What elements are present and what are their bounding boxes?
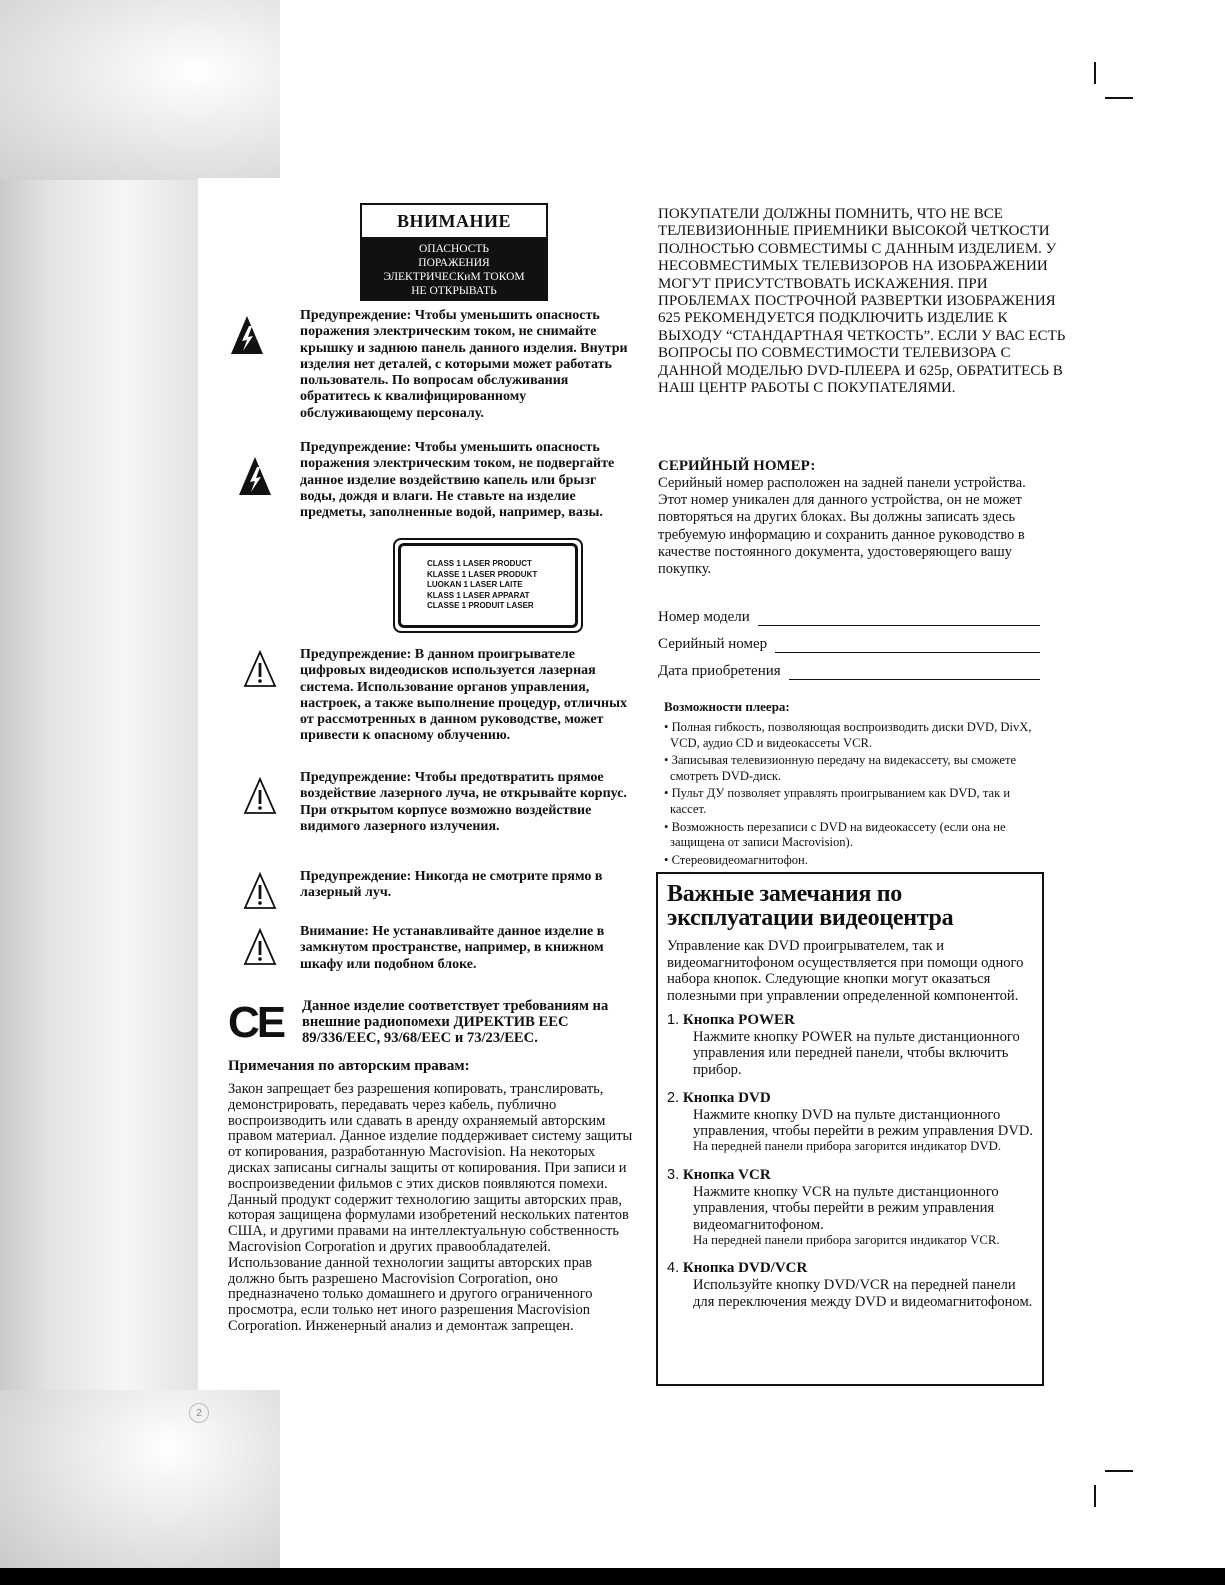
warning-text-6: Внимание: Не устанавливайте данное изделие в замкнутом пространстве, например, в книжном шкафу или подобном блоке. [300, 924, 605, 972]
serial-number-text: Серийный номер расположен на задней панели устройства. Этот номер уникален для данного устройства, он не может повторяться на других блоках. Вы должны записать здесь требуемую информацию и сохранить данное руководство в качестве постоянного документа, удостоверяющего вашу покупку. [658, 475, 1026, 578]
lightning-warning-icon [238, 456, 272, 496]
laser-label-line: CLASSE 1 PRODUIT LASER [427, 601, 534, 611]
crop-mark-bottom-vertical [1094, 1485, 1096, 1507]
warning-text-4: Предупреждение: Чтобы предотвратить прямое воздействие лазерного луча, не открывайте корпус. При открытом корпусе возможно воздействие видимого лазерного излучения. [300, 770, 627, 834]
feature-item: • Полная гибкость, позволяющая воспроизводить диски DVD, DivX, VCD, аудио CD и видеокассеты VCR. [664, 720, 1039, 751]
caution-title: ВНИМАНИЕ [396, 211, 511, 231]
crop-mark-bottom-horizontal [1105, 1470, 1133, 1472]
exclamation-warning-icon [243, 928, 277, 966]
crop-mark-top-vertical [1094, 62, 1096, 84]
operation-item-heading [667, 1012, 1034, 1029]
operation-item-number: 1. [667, 1012, 680, 1028]
operation-item-number: 4. [667, 1260, 680, 1277]
laser-label-line: CLASS 1 LASER PRODUCT [427, 559, 532, 569]
model-number-line [758, 612, 1040, 626]
operation-item-dvd-vcr [667, 1260, 1034, 1310]
purchase-date-label: Дата приобретения [658, 663, 781, 679]
features-title: Возможности плеера: [664, 699, 790, 714]
warning-text-3: Предупреждение: В данном проигрывателе цифровых видеодисков используется лазерная система. Использование органов управления, настроек, а также выполнение процедур, отличных от рассмотренных в данном руководстве, может привести к опасному облучению. [300, 647, 628, 744]
operation-item-heading [667, 1167, 1034, 1184]
feature-item: • Стереовидеомагнитофон. [664, 853, 1039, 869]
background-swoosh-top [0, 0, 280, 180]
operation-item-body: Используйте кнопку DVD/VCR на передней панели для переключения между DVD и видеомагнитофоном. [693, 1277, 1033, 1310]
copyright-title: Примечания по авторским правам: [228, 1058, 470, 1074]
operation-item-body: Нажмите кнопку VCR на пульте дистанционного управления, чтобы перейти в режим управления видеомагнитофоном. [693, 1183, 999, 1233]
background-swoosh-bottom [0, 1390, 280, 1585]
caution-body [362, 237, 546, 299]
model-number-label: Номер модели [658, 609, 750, 625]
operation-item-heading [667, 1090, 1034, 1107]
laser-label-line: KLASSE 1 LASER PRODUKT [427, 569, 538, 579]
feature-item: • Записывая телевизионную передачу на видекассету, вы сможете смотреть DVD-диск. [664, 753, 1039, 784]
warning-text-5: Предупреждение: Никогда не смотрите прямо в лазерный луч. [300, 869, 603, 901]
feature-item: • Возможность перезаписи с DVD на видеокассету (если она не защищена от записи Macrovision). [664, 820, 1039, 851]
operation-notes-box [656, 872, 1044, 1386]
warning-text-1: Предупреждение: Чтобы уменьшить опасность поражения электрическим током, не снимайте крышку и заднюю панель данного изделия. Внутри изделия нет деталей, с которыми может работать пользователь. По вопросам обслуживания обратитесь к квалифицированному обслуживающему персоналу. [300, 308, 628, 421]
warning-text-2: Предупреждение: Чтобы уменьшить опасность поражения электрическим током, не подвергайте данное изделие воздействию капель или брызг воды, дождя и влаги. Не ставьте на изделие предметы, заполненные водой, например, вазы. [300, 440, 615, 521]
feature-item: • Пульт ДУ позволяет управлять проигрыванием как DVD, так и кассет. [664, 786, 1039, 817]
purchase-date-line [789, 666, 1040, 680]
ce-compliance-text: Данное изделие соответствует требованиям на внешние радиопомехи ДИРЕКТИВ ЕЕС 89/336/EEC, 93/68/EEC и 73/23/EEC. [302, 998, 609, 1046]
copyright-text: Закон запрещает без разрешения копировать, транслировать, демонстрировать, передавать через кабель, публично воспроизводить или сдавать в аренду охраняемый авторским правом материал. Данное изделие поддерживает систему защиты от копирования, разработанную Macrovision. На некоторых дисках записаны сигналы защиты от копирования. При записи и воспроизведении фильмов с этих дисков появляются помехи. Данный продукт содержит технологию защиты авторских прав, которая защищена формулами изобретений нескольких патентов США, и другими правами на интеллектуальную собственность Macrovision Corporation и других правообладателей. Использование данной технологии защиты авторских прав должно быть разрешено Macrovision Corporation, оно предназначено только домашнего и другого ограниченного просмотра, если только нет иного разрешения Macrovision Corporation. Инженерный анализ и демонтаж запрещен. [228, 1081, 633, 1334]
laser-product-label [393, 538, 583, 633]
laser-label-inner [398, 543, 578, 628]
caution-line: НЕ ОТКРЫВАТЬ [411, 285, 497, 297]
model-number-field [658, 609, 1040, 626]
operation-item-vcr [667, 1167, 1034, 1248]
operation-item-power [667, 1012, 1034, 1078]
page-number: 2 [189, 1403, 209, 1423]
laser-label-line: KLASS 1 LASER APPARAT [427, 590, 530, 600]
purchase-date-field [658, 663, 1040, 680]
operation-item-title: Кнопка POWER [682, 1012, 795, 1028]
caution-box [360, 203, 548, 301]
caution-line: ПОРАЖЕНИЯ [418, 257, 490, 269]
caution-line: ОПАСНОСТЬ [418, 243, 490, 255]
exclamation-warning-icon [243, 650, 277, 688]
serial-number-line [775, 639, 1040, 653]
operation-item-title: Кнопка DVD [682, 1089, 771, 1106]
operation-item-number: 2. [667, 1089, 680, 1106]
bottom-strip [0, 1568, 1225, 1585]
operation-item-note: На передней панели прибора загорится индикатор VCR. [693, 1232, 1000, 1247]
lightning-warning-icon [230, 315, 264, 355]
operation-item-heading [667, 1260, 1034, 1277]
operation-notes-title: Важные замечания по эксплуатации видеоцентра [667, 881, 954, 931]
laser-label-line: LUOKAN 1 LASER LAITE [427, 580, 523, 590]
operation-item-note: На передней панели прибора загорится индикатор DVD. [693, 1139, 1002, 1154]
operation-notes-intro: Управление как DVD проигрывателем, так и видеомагнитофоном осуществляется при помощи одного набора кнопок. Следующие кнопки могут оказаться полезными при управлении определенной компонентой. [667, 938, 1024, 1004]
serial-number-title: СЕРИЙНЫЙ НОМЕР: [658, 458, 816, 474]
operation-item-dvd [667, 1090, 1034, 1155]
operation-item-title: Кнопка VCR [682, 1166, 771, 1183]
serial-number-field [658, 636, 1040, 653]
operation-item-number: 3. [667, 1166, 680, 1183]
serial-number-label: Серийный номер [658, 636, 768, 652]
hdtv-compatibility-notice: ПОКУПАТЕЛИ ДОЛЖНЫ ПОМНИТЬ, ЧТО НЕ ВСЕ ТЕЛЕВИЗИОННЫЕ ПРИЕМНИКИ ВЫСОКОЙ ЧЕТКОСТИ ПОЛНОСТЬЮ СОВМЕСТИМЫ С ДАННЫМ ИЗДЕЛИЕМ. У НЕСОВМЕСТИМЫХ ТЕЛЕВИЗОРОВ НА ИЗОБРАЖЕНИИ МОГУТ ПРИСУТСТВОВАТЬ ИСКАЖЕНИЯ. ПРИ ПРОБЛЕМАХ ПОСТРОЧНОЙ РАЗВЕРТКИ ИЗОБРАЖЕНИЯ 625 РЕКОМЕНДУЕТСЯ ПОДКЛЮЧИТЬ ИЗДЕЛИЕ К ВЫХОДУ “СТАНДАРТНАЯ ЧЕТКОСТЬ”. ЕСЛИ У ВАС ЕСТЬ ВОПРОСЫ ПО СОВМЕСТИМОСТИ ТЕЛЕВИЗОРА С ДАННОЙ МОДЕЛЬЮ DVD-ПЛЕЕРА И 625p, ОБРАТИТЕСЬ В НАШ ЦЕНТР РАБОТЫ С ПОКУПАТЕЛЯМИ. [658, 206, 1066, 397]
caution-line: ЭЛЕКТРИЧЕСКиМ ТОКОМ [383, 271, 525, 283]
ce-mark-logo: CE [228, 998, 284, 1047]
operation-item-title: Кнопка DVD/VCR [682, 1260, 808, 1277]
operation-item-body: Нажмите кнопку POWER на пульте дистанционного управления или передней панели, чтобы включить прибор. [693, 1029, 1020, 1078]
operation-item-body: Нажмите кнопку DVD на пульте дистанционного управления, чтобы перейти в режим управления DVD. [693, 1106, 1034, 1140]
exclamation-warning-icon [243, 777, 277, 815]
exclamation-warning-icon [243, 872, 277, 910]
features-list [664, 720, 1039, 870]
crop-mark-top-horizontal [1105, 97, 1133, 99]
